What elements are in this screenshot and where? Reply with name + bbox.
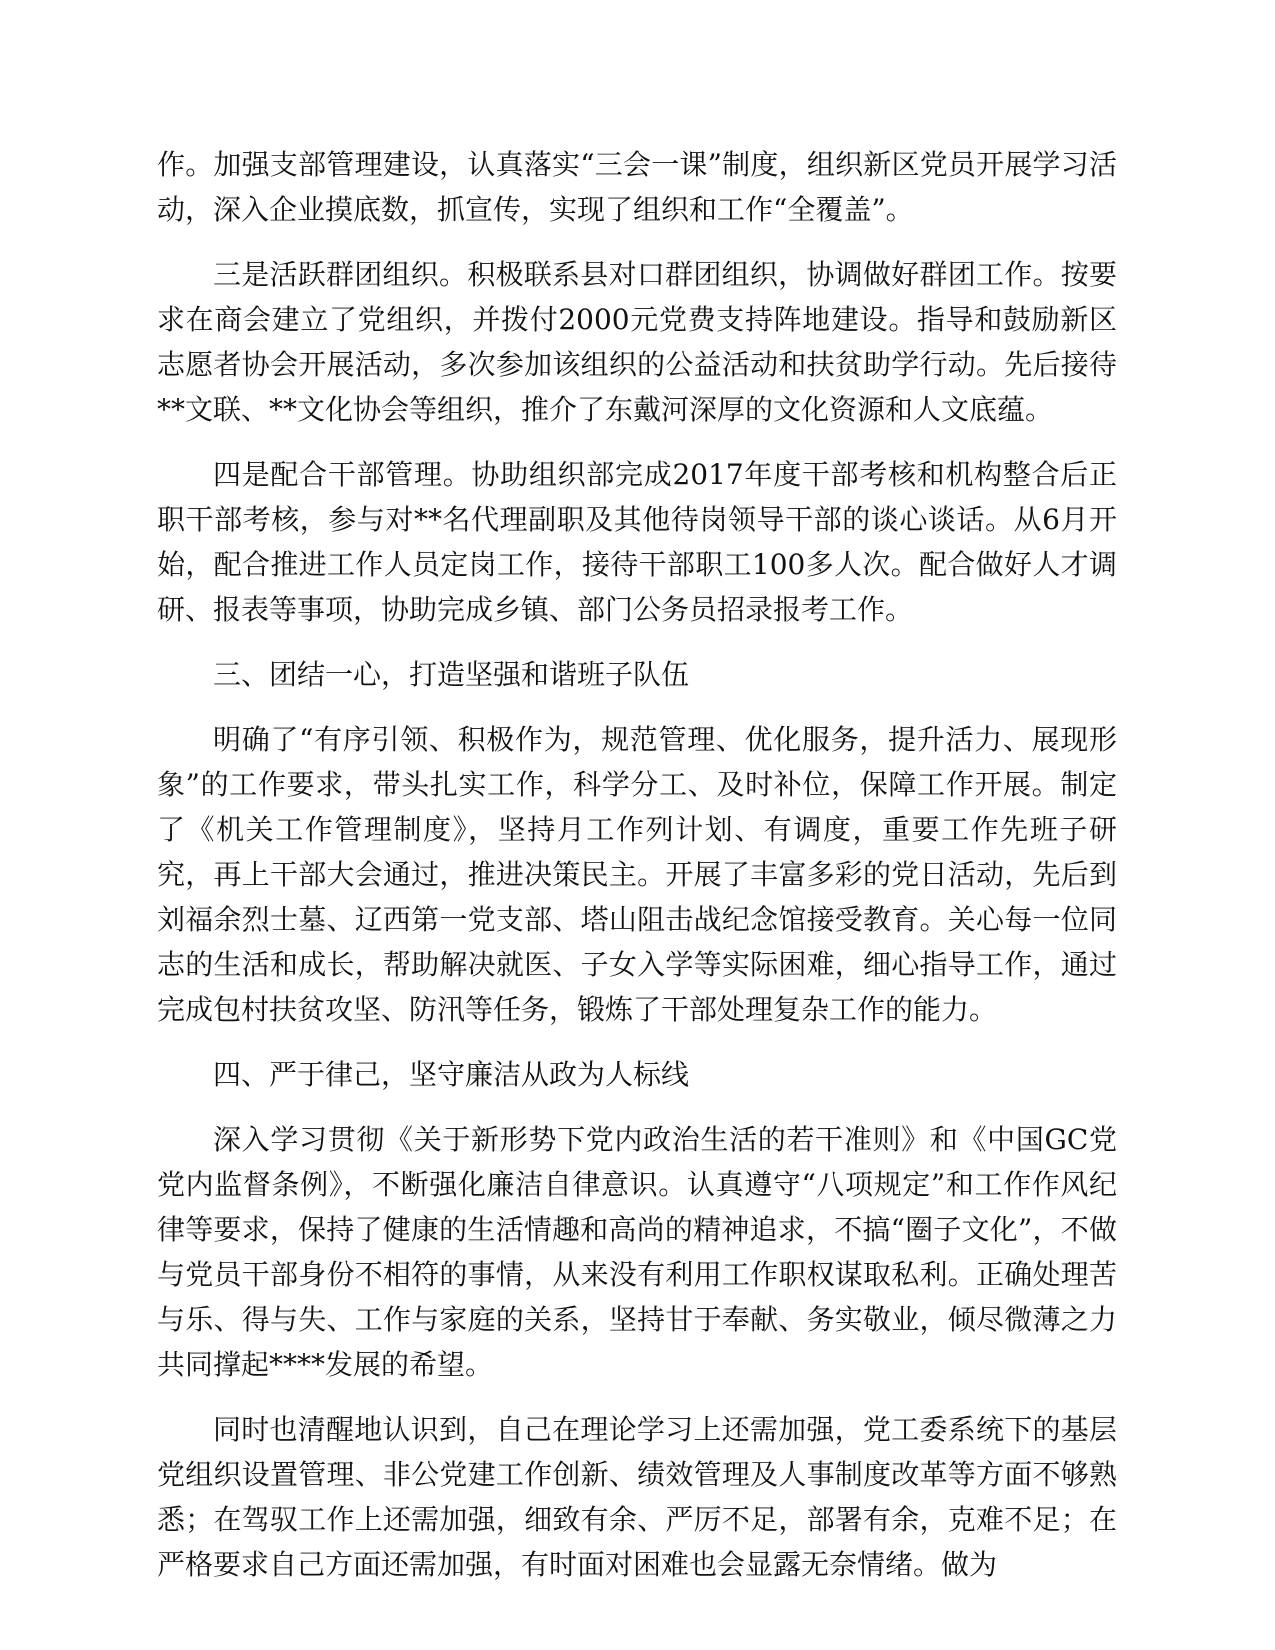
- paragraph-integrity: 深入学习贯彻《关于新形势下党内政治生活的若干准则》和《中国GC党党内监督条例》，不断强化廉洁自律意识。认真遵守“八项规定”和工作作风纪律等要求，保持了健康的生活情趣和高尚的精神追求，不搞“圈子文化”，不做与党员干部身份不相符的事情，从来没有利用工作职权谋取私利。正确处理苦与乐、得与失、工作与家庭的关系，坚持甘于奉献、务实敬业，倾尽微薄之力共同撑起****发展的希望。: [157, 1123, 1117, 1381]
- paragraph-continuation: 作。加强支部管理建设，认真落实“三会一课”制度，组织新区党员开展学习活动，深入企业摸底数，抓宣传，实现了组织和工作“全覆盖”。: [157, 148, 1117, 226]
- paragraph-shortcomings: 同时也清醒地认识到，自己在理论学习上还需加强，党工委系统下的基层党组织设置管理、非公党建工作创新、绩效管理及人事制度改革等方面不够熟悉；在驾驭工作上还需加强，细致有余、严厉不足，部署有余，克难不足；在严格要求自己方面还需加强，有时面对困难也会显露无奈情绪。做为: [157, 1413, 1117, 1581]
- paragraph-team-building: 明确了“有序引领、积极作为，规范管理、优化服务，提升活力、展现形象”的工作要求，带头扎实工作，科学分工、及时补位，保障工作开展。制定了《机关工作管理制度》，坚持月工作列计划、有调度，重要工作先班子研究，再上干部大会通过，推进决策民主。开展了丰富多彩的党日活动，先后到刘福余烈士墓、辽西第一党支部、塔山阻击战纪念馆接受教育。关心每一位同志的生活和成长，帮助解决就医、子女入学等实际困难，细心指导工作，通过完成包村扶贫攻坚、防汛等任务，锻炼了干部处理复杂工作的能力。: [157, 723, 1117, 1026]
- paragraph-cadre-management: 四是配合干部管理。协助组织部完成2017年度干部考核和机构整合后正职干部考核，参与对**名代理副职及其他待岗领导干部的谈心谈话。从6月开始，配合推进工作人员定岗工作，接待干部职工100多人次。配合做好人才调研、报表等事项，协助完成乡镇、部门公务员招录报考工作。: [157, 458, 1117, 626]
- paragraph-mass-organizations: 三是活跃群团组织。积极联系县对口群团组织，协调做好群团工作。按要求在商会建立了党组织，并拨付2000元党费支持阵地建设。指导和鼓励新区志愿者协会开展活动，多次参加该组织的公益活动和扶贫助学行动。先后接待**文联、**文化协会等组织，推介了东戴河深厚的文化资源和人文底蕴。: [157, 258, 1117, 426]
- document-page: [157, 142, 1117, 1607]
- section-heading-team-unity: 三、团结一心，打造坚强和谐班子队伍: [213, 658, 690, 691]
- section-heading-self-discipline: 四、严于律己，坚守廉洁从政为人标线: [213, 1058, 690, 1091]
